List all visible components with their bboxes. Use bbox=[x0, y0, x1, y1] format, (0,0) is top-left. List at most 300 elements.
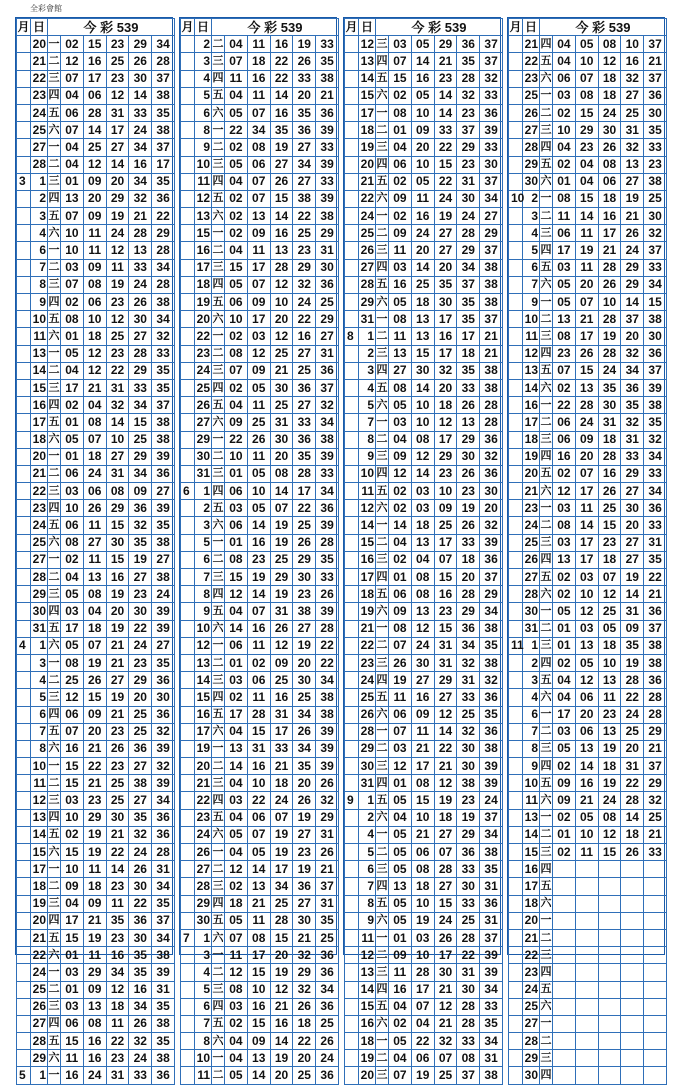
number-cell: 07 bbox=[61, 208, 84, 225]
number-cell: 29 bbox=[270, 569, 293, 586]
month-cell bbox=[181, 87, 195, 104]
day-cell: 21 bbox=[31, 465, 48, 482]
table-row bbox=[17, 190, 175, 207]
number-cell: 16 bbox=[247, 758, 270, 775]
month-cell bbox=[17, 104, 31, 121]
number-cell: 35 bbox=[129, 947, 152, 964]
number-cell: 03 bbox=[553, 534, 576, 551]
number-cell: 20 bbox=[411, 242, 434, 259]
weekday-cell: 五 bbox=[212, 397, 225, 414]
number-cell: 22 bbox=[83, 758, 106, 775]
number-cell: 38 bbox=[480, 379, 503, 396]
number-cell bbox=[553, 878, 576, 895]
day-cell: 24 bbox=[523, 517, 540, 534]
month-cell bbox=[509, 706, 523, 723]
number-cell: 25 bbox=[316, 1015, 339, 1032]
month-cell bbox=[345, 620, 359, 637]
month-cell bbox=[345, 500, 359, 517]
number-cell: 25 bbox=[293, 225, 316, 242]
table-row bbox=[509, 500, 667, 517]
number-cell: 05 bbox=[598, 620, 621, 637]
month-cell bbox=[181, 465, 195, 482]
number-cell: 20 bbox=[293, 775, 316, 792]
day-cell: 8 bbox=[195, 586, 212, 603]
table-row bbox=[509, 294, 667, 311]
table-row bbox=[345, 706, 503, 723]
number-cell: 11 bbox=[247, 448, 270, 465]
number-cell: 07 bbox=[575, 294, 598, 311]
number-cell: 03 bbox=[247, 328, 270, 345]
number-cell: 27 bbox=[129, 758, 152, 775]
number-cell: 14 bbox=[83, 122, 106, 139]
number-cell: 21 bbox=[106, 706, 129, 723]
number-cell: 26 bbox=[316, 844, 339, 861]
table-row bbox=[181, 792, 339, 809]
weekday-cell: 五 bbox=[48, 414, 61, 431]
number-cell bbox=[553, 895, 576, 912]
number-cell: 09 bbox=[225, 414, 248, 431]
number-cell: 21 bbox=[316, 87, 339, 104]
table-row bbox=[17, 242, 175, 259]
number-cell: 09 bbox=[83, 706, 106, 723]
day-cell: 20 bbox=[523, 465, 540, 482]
weekday-cell: 一 bbox=[376, 620, 389, 637]
number-cell: 22 bbox=[152, 208, 175, 225]
number-cell: 15 bbox=[411, 345, 434, 362]
number-cell: 16 bbox=[270, 36, 293, 53]
number-cell: 07 bbox=[225, 362, 248, 379]
number-cell: 32 bbox=[457, 654, 480, 671]
month-cell bbox=[509, 1050, 523, 1067]
number-cell: 22 bbox=[434, 173, 457, 190]
number-cell: 25 bbox=[457, 912, 480, 929]
number-cell: 12 bbox=[411, 448, 434, 465]
table-row bbox=[509, 998, 667, 1015]
number-cell: 11 bbox=[247, 397, 270, 414]
number-cell: 09 bbox=[553, 775, 576, 792]
number-cell: 37 bbox=[316, 379, 339, 396]
month-cell bbox=[345, 122, 359, 139]
number-cell: 32 bbox=[457, 87, 480, 104]
day-cell: 20 bbox=[31, 912, 48, 929]
weekday-cell: 五 bbox=[540, 156, 553, 173]
number-cell: 30 bbox=[270, 431, 293, 448]
month-cell bbox=[17, 1015, 31, 1032]
table-row bbox=[17, 826, 175, 843]
number-cell: 36 bbox=[129, 912, 152, 929]
day-cell: 30 bbox=[523, 173, 540, 190]
weekday-cell: 四 bbox=[48, 1015, 61, 1032]
number-cell: 04 bbox=[225, 809, 248, 826]
number-cell: 26 bbox=[457, 397, 480, 414]
number-cell: 06 bbox=[225, 294, 248, 311]
weekday-cell: 六 bbox=[212, 620, 225, 637]
number-cell: 05 bbox=[225, 826, 248, 843]
number-cell: 12 bbox=[83, 345, 106, 362]
month-cell bbox=[509, 379, 523, 396]
month-cell bbox=[509, 448, 523, 465]
number-cell: 21 bbox=[480, 328, 503, 345]
number-cell: 06 bbox=[225, 483, 248, 500]
weekday-cell: 一 bbox=[212, 844, 225, 861]
day-cell: 13 bbox=[195, 208, 212, 225]
month-cell bbox=[345, 294, 359, 311]
month-cell bbox=[181, 156, 195, 173]
weekday-cell: 六 bbox=[212, 414, 225, 431]
number-cell: 15 bbox=[225, 259, 248, 276]
day-cell: 9 bbox=[523, 758, 540, 775]
table-row bbox=[17, 311, 175, 328]
day-cell: 19 bbox=[359, 603, 376, 620]
number-cell: 30 bbox=[152, 689, 175, 706]
number-cell: 02 bbox=[225, 689, 248, 706]
number-cell: 12 bbox=[270, 328, 293, 345]
number-cell: 02 bbox=[553, 156, 576, 173]
table-row bbox=[345, 294, 503, 311]
number-cell: 29 bbox=[106, 190, 129, 207]
day-cell: 23 bbox=[195, 809, 212, 826]
number-cell: 04 bbox=[225, 775, 248, 792]
number-cell: 12 bbox=[389, 758, 412, 775]
table-row bbox=[17, 603, 175, 620]
table-row bbox=[345, 654, 503, 671]
number-cell: 12 bbox=[106, 981, 129, 998]
number-cell: 32 bbox=[129, 826, 152, 843]
number-cell: 18 bbox=[598, 190, 621, 207]
month-cell bbox=[509, 465, 523, 482]
weekday-cell: 六 bbox=[48, 740, 61, 757]
number-cell: 38 bbox=[644, 637, 667, 654]
weekday-cell: 三 bbox=[48, 586, 61, 603]
day-cell: 6 bbox=[523, 259, 540, 276]
number-cell: 39 bbox=[316, 122, 339, 139]
number-cell: 20 bbox=[575, 706, 598, 723]
number-cell: 26 bbox=[129, 861, 152, 878]
table-row bbox=[181, 345, 339, 362]
day-cell: 28 bbox=[523, 139, 540, 156]
number-cell: 15 bbox=[247, 723, 270, 740]
month-cell bbox=[345, 36, 359, 53]
number-cell: 23 bbox=[106, 758, 129, 775]
number-cell: 22 bbox=[106, 844, 129, 861]
number-cell: 07 bbox=[389, 53, 412, 70]
table-row bbox=[345, 740, 503, 757]
month-cell bbox=[345, 397, 359, 414]
number-cell: 11 bbox=[247, 36, 270, 53]
month-cell bbox=[345, 912, 359, 929]
number-cell: 10 bbox=[598, 654, 621, 671]
number-cell: 37 bbox=[644, 620, 667, 637]
weekday-cell: 二 bbox=[540, 1033, 553, 1050]
month-cell bbox=[17, 534, 31, 551]
number-cell: 08 bbox=[389, 104, 412, 121]
number-cell: 07 bbox=[389, 1067, 412, 1084]
weekday-cell: 五 bbox=[540, 53, 553, 70]
number-cell: 30 bbox=[316, 259, 339, 276]
day-cell: 21 bbox=[523, 929, 540, 946]
month-cell bbox=[17, 276, 31, 293]
number-cell: 02 bbox=[225, 139, 248, 156]
number-cell: 14 bbox=[411, 379, 434, 396]
weekday-cell: 一 bbox=[376, 414, 389, 431]
month-header: 月 bbox=[181, 19, 195, 36]
number-cell: 09 bbox=[247, 225, 270, 242]
day-cell: 25 bbox=[359, 225, 376, 242]
weekday-cell: 二 bbox=[540, 414, 553, 431]
weekday-cell: 二 bbox=[376, 740, 389, 757]
weekday-cell: 二 bbox=[540, 723, 553, 740]
number-cell: 37 bbox=[621, 311, 644, 328]
weekday-cell: 二 bbox=[48, 259, 61, 276]
number-cell: 07 bbox=[553, 362, 576, 379]
number-cell: 23 bbox=[106, 345, 129, 362]
number-cell: 29 bbox=[575, 122, 598, 139]
number-cell: 36 bbox=[152, 465, 175, 482]
number-cell: 34 bbox=[129, 173, 152, 190]
number-cell: 13 bbox=[411, 311, 434, 328]
number-cell bbox=[644, 895, 667, 912]
table-row bbox=[181, 826, 339, 843]
table-row bbox=[181, 861, 339, 878]
number-cell: 02 bbox=[553, 844, 576, 861]
number-cell: 35 bbox=[316, 551, 339, 568]
month-cell bbox=[181, 225, 195, 242]
day-cell: 9 bbox=[195, 139, 212, 156]
month-cell bbox=[509, 122, 523, 139]
number-cell: 25 bbox=[106, 328, 129, 345]
number-cell: 19 bbox=[106, 620, 129, 637]
day-cell: 24 bbox=[359, 672, 376, 689]
number-cell: 27 bbox=[316, 328, 339, 345]
number-cell bbox=[598, 1015, 621, 1032]
day-cell: 4 bbox=[195, 70, 212, 87]
number-cell: 26 bbox=[270, 173, 293, 190]
weekday-cell: 二 bbox=[376, 431, 389, 448]
number-cell: 31 bbox=[621, 431, 644, 448]
month-cell bbox=[509, 345, 523, 362]
number-cell: 26 bbox=[621, 225, 644, 242]
number-cell: 14 bbox=[225, 758, 248, 775]
month-cell bbox=[509, 53, 523, 70]
number-cell: 17 bbox=[270, 723, 293, 740]
number-cell: 08 bbox=[106, 483, 129, 500]
number-cell: 38 bbox=[152, 122, 175, 139]
weekday-cell: 二 bbox=[212, 242, 225, 259]
table-row bbox=[181, 740, 339, 757]
month-cell bbox=[345, 740, 359, 757]
weekday-cell: 一 bbox=[376, 826, 389, 843]
number-cell: 27 bbox=[152, 483, 175, 500]
table-row bbox=[181, 689, 339, 706]
day-cell: 15 bbox=[195, 689, 212, 706]
number-cell: 01 bbox=[389, 122, 412, 139]
number-cell: 02 bbox=[553, 758, 576, 775]
number-cell: 27 bbox=[480, 208, 503, 225]
number-cell: 36 bbox=[293, 878, 316, 895]
number-cell: 21 bbox=[644, 740, 667, 757]
number-cell bbox=[621, 861, 644, 878]
weekday-cell: 一 bbox=[48, 448, 61, 465]
number-cell: 11 bbox=[389, 328, 412, 345]
table-row bbox=[509, 758, 667, 775]
table-row bbox=[17, 294, 175, 311]
number-cell: 26 bbox=[293, 534, 316, 551]
number-cell: 29 bbox=[129, 36, 152, 53]
number-cell: 39 bbox=[316, 758, 339, 775]
number-cell: 25 bbox=[83, 139, 106, 156]
day-cell: 7 bbox=[523, 723, 540, 740]
number-cell: 15 bbox=[225, 569, 248, 586]
day-cell: 8 bbox=[523, 740, 540, 757]
day-cell: 10 bbox=[31, 758, 48, 775]
weekday-cell: 五 bbox=[376, 792, 389, 809]
day-cell: 15 bbox=[359, 534, 376, 551]
table-row bbox=[509, 53, 667, 70]
day-cell: 24 bbox=[359, 208, 376, 225]
day-cell: 25 bbox=[523, 87, 540, 104]
number-cell: 10 bbox=[411, 809, 434, 826]
number-cell: 05 bbox=[225, 156, 248, 173]
month-cell bbox=[509, 672, 523, 689]
number-cell: 30 bbox=[270, 379, 293, 396]
month-cell bbox=[345, 569, 359, 586]
weekday-cell: 六 bbox=[540, 998, 553, 1015]
number-cell: 32 bbox=[644, 792, 667, 809]
number-cell: 15 bbox=[61, 844, 84, 861]
number-cell: 15 bbox=[575, 104, 598, 121]
number-cell: 35 bbox=[457, 362, 480, 379]
number-cell: 19 bbox=[270, 517, 293, 534]
number-cell: 16 bbox=[247, 534, 270, 551]
day-cell: 16 bbox=[359, 551, 376, 568]
weekday-cell: 一 bbox=[376, 208, 389, 225]
table-header-row bbox=[17, 19, 175, 36]
day-cell: 31 bbox=[31, 620, 48, 637]
number-cell: 14 bbox=[621, 809, 644, 826]
game-title-header: 今 彩 539 bbox=[212, 19, 339, 36]
number-cell: 10 bbox=[61, 809, 84, 826]
number-cell: 32 bbox=[152, 758, 175, 775]
number-cell: 17 bbox=[293, 483, 316, 500]
number-cell: 19 bbox=[83, 844, 106, 861]
month-cell bbox=[509, 139, 523, 156]
table-row bbox=[509, 861, 667, 878]
number-cell: 34 bbox=[152, 311, 175, 328]
number-cell: 02 bbox=[389, 173, 412, 190]
number-cell: 16 bbox=[247, 998, 270, 1015]
number-cell: 07 bbox=[575, 465, 598, 482]
number-cell: 24 bbox=[316, 1050, 339, 1067]
day-cell: 20 bbox=[195, 311, 212, 328]
table-row bbox=[345, 190, 503, 207]
number-cell: 17 bbox=[575, 551, 598, 568]
number-cell: 22 bbox=[293, 500, 316, 517]
table-row bbox=[345, 792, 503, 809]
number-cell: 21 bbox=[106, 637, 129, 654]
number-cell: 10 bbox=[553, 122, 576, 139]
month-cell bbox=[181, 1033, 195, 1050]
number-cell: 02 bbox=[553, 809, 576, 826]
weekday-cell: 一 bbox=[540, 500, 553, 517]
table-row bbox=[509, 551, 667, 568]
number-cell: 38 bbox=[644, 397, 667, 414]
number-cell: 33 bbox=[644, 517, 667, 534]
table-row bbox=[17, 104, 175, 121]
number-cell: 06 bbox=[225, 517, 248, 534]
weekday-cell: 一 bbox=[540, 706, 553, 723]
day-cell: 14 bbox=[523, 379, 540, 396]
number-cell: 37 bbox=[316, 878, 339, 895]
weekday-cell: 五 bbox=[48, 723, 61, 740]
number-cell: 15 bbox=[434, 620, 457, 637]
weekday-cell: 五 bbox=[540, 362, 553, 379]
day-cell: 11 bbox=[359, 929, 376, 946]
number-cell: 21 bbox=[644, 586, 667, 603]
number-cell: 07 bbox=[389, 723, 412, 740]
number-cell: 25 bbox=[621, 723, 644, 740]
table-row bbox=[509, 1033, 667, 1050]
number-cell: 19 bbox=[621, 569, 644, 586]
number-cell: 04 bbox=[225, 36, 248, 53]
number-cell: 18 bbox=[411, 294, 434, 311]
number-cell: 14 bbox=[270, 1033, 293, 1050]
number-cell: 11 bbox=[598, 689, 621, 706]
number-cell: 26 bbox=[106, 740, 129, 757]
number-cell: 24 bbox=[129, 276, 152, 293]
number-cell: 30 bbox=[106, 809, 129, 826]
weekday-cell: 四 bbox=[540, 964, 553, 981]
month-cell bbox=[181, 551, 195, 568]
table-row bbox=[181, 500, 339, 517]
number-cell: 05 bbox=[247, 844, 270, 861]
number-cell: 06 bbox=[553, 225, 576, 242]
number-cell: 23 bbox=[434, 603, 457, 620]
number-cell: 12 bbox=[225, 964, 248, 981]
number-cell: 39 bbox=[480, 122, 503, 139]
number-cell: 28 bbox=[457, 586, 480, 603]
day-cell: 21 bbox=[31, 53, 48, 70]
table-row bbox=[17, 397, 175, 414]
number-cell: 36 bbox=[316, 1067, 339, 1084]
number-cell: 09 bbox=[83, 208, 106, 225]
number-cell: 31 bbox=[598, 414, 621, 431]
number-cell: 33 bbox=[457, 534, 480, 551]
number-cell: 39 bbox=[480, 947, 503, 964]
table-row bbox=[509, 448, 667, 465]
weekday-cell: 五 bbox=[48, 826, 61, 843]
number-cell: 14 bbox=[575, 208, 598, 225]
day-cell: 17 bbox=[31, 861, 48, 878]
month-cell bbox=[345, 53, 359, 70]
number-cell: 16 bbox=[411, 689, 434, 706]
number-cell: 04 bbox=[61, 139, 84, 156]
number-cell: 38 bbox=[316, 431, 339, 448]
weekday-cell: 三 bbox=[376, 139, 389, 156]
number-cell: 31 bbox=[621, 758, 644, 775]
number-cell: 38 bbox=[152, 294, 175, 311]
day-cell: 22 bbox=[195, 328, 212, 345]
table-row bbox=[345, 551, 503, 568]
number-cell: 32 bbox=[293, 981, 316, 998]
number-cell: 03 bbox=[411, 483, 434, 500]
number-cell bbox=[621, 1015, 644, 1032]
number-cell: 28 bbox=[644, 689, 667, 706]
table-row bbox=[345, 517, 503, 534]
table-row bbox=[181, 379, 339, 396]
number-cell: 26 bbox=[598, 483, 621, 500]
weekday-cell: 四 bbox=[376, 53, 389, 70]
day-cell: 10 bbox=[31, 311, 48, 328]
